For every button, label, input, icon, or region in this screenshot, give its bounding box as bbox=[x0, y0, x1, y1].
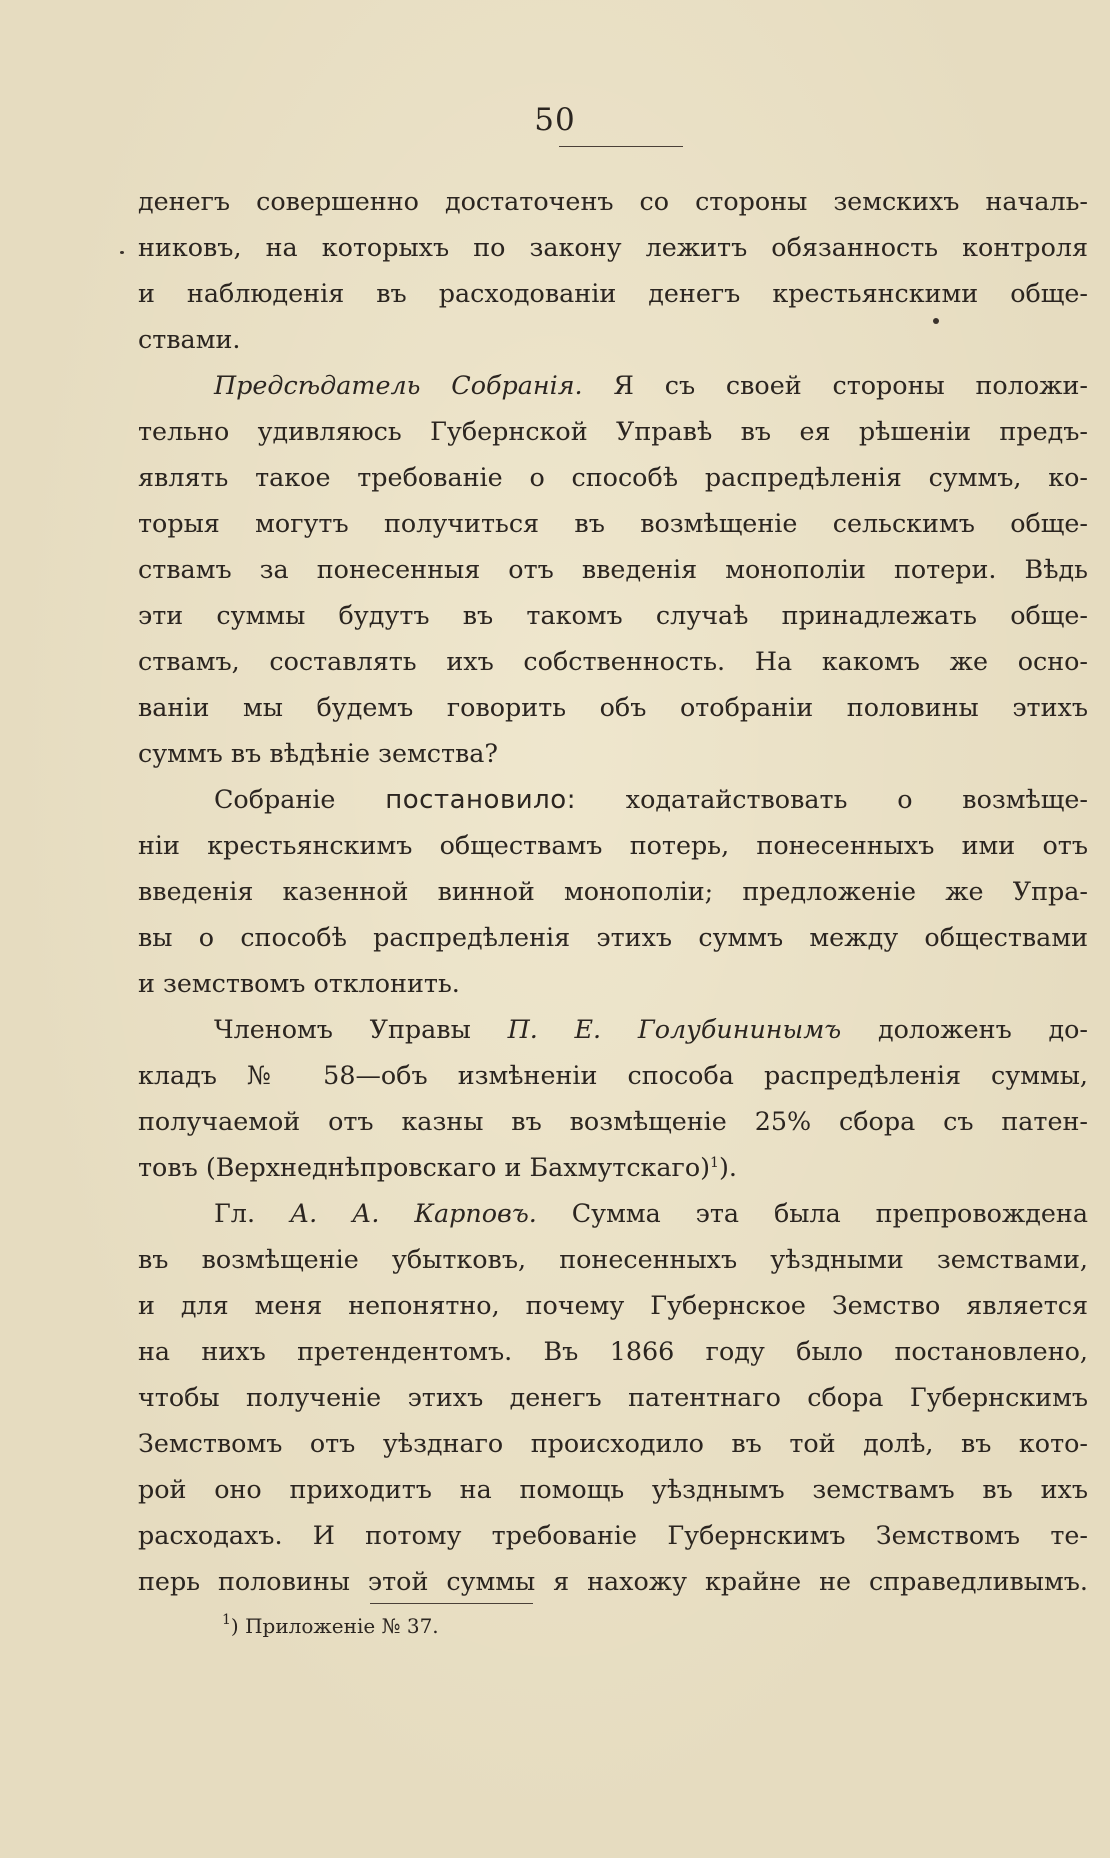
text-line: ствамъ, составлять ихъ собственность. На какомъ же осно- bbox=[138, 646, 1088, 676]
footnote-reference[interactable]: 1 bbox=[710, 1155, 719, 1171]
body-text bbox=[138, 178, 1088, 1604]
text-fragment: сбора съ патен- bbox=[811, 1106, 1088, 1136]
report-line bbox=[138, 1006, 1088, 1052]
text-fragment: доложенъ до- bbox=[841, 1014, 1088, 1044]
speaker-name: Предсѣдатель Собранія. bbox=[214, 370, 583, 400]
text-fragment: товъ (Верхнеднѣпровскаго и Бахмутскаго) bbox=[138, 1152, 711, 1182]
text-line: тельно удивляюсь Губернской Управѣ въ ея рѣшеніи предъ- bbox=[138, 416, 1088, 446]
resolution-line bbox=[138, 776, 1088, 822]
text-line: кладъ № 58—объ измѣненіи способа распредѣленія суммы, bbox=[138, 1060, 1088, 1090]
text-line: денегъ совершенно достаточенъ со стороны земскихъ началь- bbox=[138, 186, 1088, 216]
speaker-name: П. Е. Голубининымъ bbox=[507, 1014, 842, 1044]
text-line-footnote-ref bbox=[138, 1144, 1088, 1190]
text-line: расходахъ. И потому требованіе Губернскимъ Земствомъ те- bbox=[138, 1520, 1088, 1550]
text-line: эти суммы будутъ въ такомъ случаѣ принадлежать обще- bbox=[138, 600, 1088, 630]
text-line-percent bbox=[138, 1098, 1088, 1144]
text-fragment: Я съ своей стороны положи- bbox=[582, 370, 1088, 400]
text-line: являть такое требованіе о способѣ распредѣленія суммъ, ко- bbox=[138, 462, 1088, 492]
text-line: ніи крестьянскимъ обществамъ потерь, понесенныхъ ими отъ bbox=[138, 830, 1088, 860]
text-line: торыя могутъ получиться въ возмѣщеніе сельскимъ обще- bbox=[138, 508, 1088, 538]
text-fragment: Собраніе bbox=[214, 784, 386, 814]
footnote-text: Приложеніе № 37. bbox=[238, 1614, 439, 1638]
text-line: вы о способѣ распредѣленія этихъ суммъ между обществами bbox=[138, 922, 1088, 952]
text-line: въ возмѣщеніе убытковъ, понесенныхъ уѣздными земствами, bbox=[138, 1244, 1088, 1274]
text-line: ваніи мы будемъ говорить объ отобраніи половины этихъ bbox=[138, 692, 1088, 722]
paragraph-speaker-line bbox=[138, 1190, 1088, 1236]
text-line: и наблюденія въ расходованіи денегъ крестьянскими обще- bbox=[138, 278, 1088, 308]
footnote-paren: ) bbox=[230, 1614, 239, 1638]
text-line: ствами. bbox=[138, 324, 241, 354]
text-line: ствамъ за понесенныя отъ введенія монополіи потери. Вѣдь bbox=[138, 554, 1088, 584]
footnote-marker: 1 bbox=[222, 1612, 231, 1628]
footnote bbox=[222, 1611, 439, 1641]
resolution-keyword: постановило: bbox=[385, 785, 576, 815]
ink-speck bbox=[120, 251, 124, 254]
text-line: рой оно приходитъ на помощь уѣзднымъ земствамъ въ ихъ bbox=[138, 1474, 1088, 1504]
paragraph-speaker-line bbox=[138, 362, 1088, 408]
text-line: Земствомъ отъ уѣзднаго происходило въ той долѣ, въ кото- bbox=[138, 1428, 1088, 1458]
page-number-rule bbox=[559, 146, 683, 147]
text-fragment: ). bbox=[718, 1152, 737, 1182]
text-line: на нихъ претендентомъ. Въ 1866 году было постановлено, bbox=[138, 1336, 1088, 1366]
text-fragment: Сумма эта была препровождена bbox=[536, 1198, 1088, 1228]
text-line: чтобы полученіе этихъ денегъ патентнаго сбора Губернскимъ bbox=[138, 1382, 1088, 1412]
text-fragment: получаемой отъ казны въ возмѣщеніе 25% bbox=[138, 1106, 812, 1136]
text-fragment: ходатайствовать о возмѣще- bbox=[575, 784, 1088, 814]
text-line: суммъ въ вѣдѣніе земства? bbox=[138, 738, 499, 768]
text-line: перь половины этой суммы я нахожу крайне не справедливымъ. bbox=[138, 1566, 1088, 1596]
text-line: и земствомъ отклонить. bbox=[138, 968, 460, 998]
speaker-name: А. А. Карповъ. bbox=[289, 1198, 537, 1228]
text-line: никовъ, на которыхъ по закону лежитъ обязанность контроля bbox=[138, 232, 1088, 262]
text-fragment: Гл. bbox=[214, 1198, 290, 1228]
text-line: введенія казенной винной монополіи; предложеніе же Упра- bbox=[138, 876, 1088, 906]
ink-speck bbox=[933, 318, 939, 324]
text-fragment: Членомъ Управы bbox=[214, 1014, 508, 1044]
page-number: 50 bbox=[534, 102, 576, 138]
text-line: и для меня непонятно, почему Губернское Земство является bbox=[138, 1290, 1088, 1320]
footnote-rule bbox=[370, 1603, 533, 1604]
